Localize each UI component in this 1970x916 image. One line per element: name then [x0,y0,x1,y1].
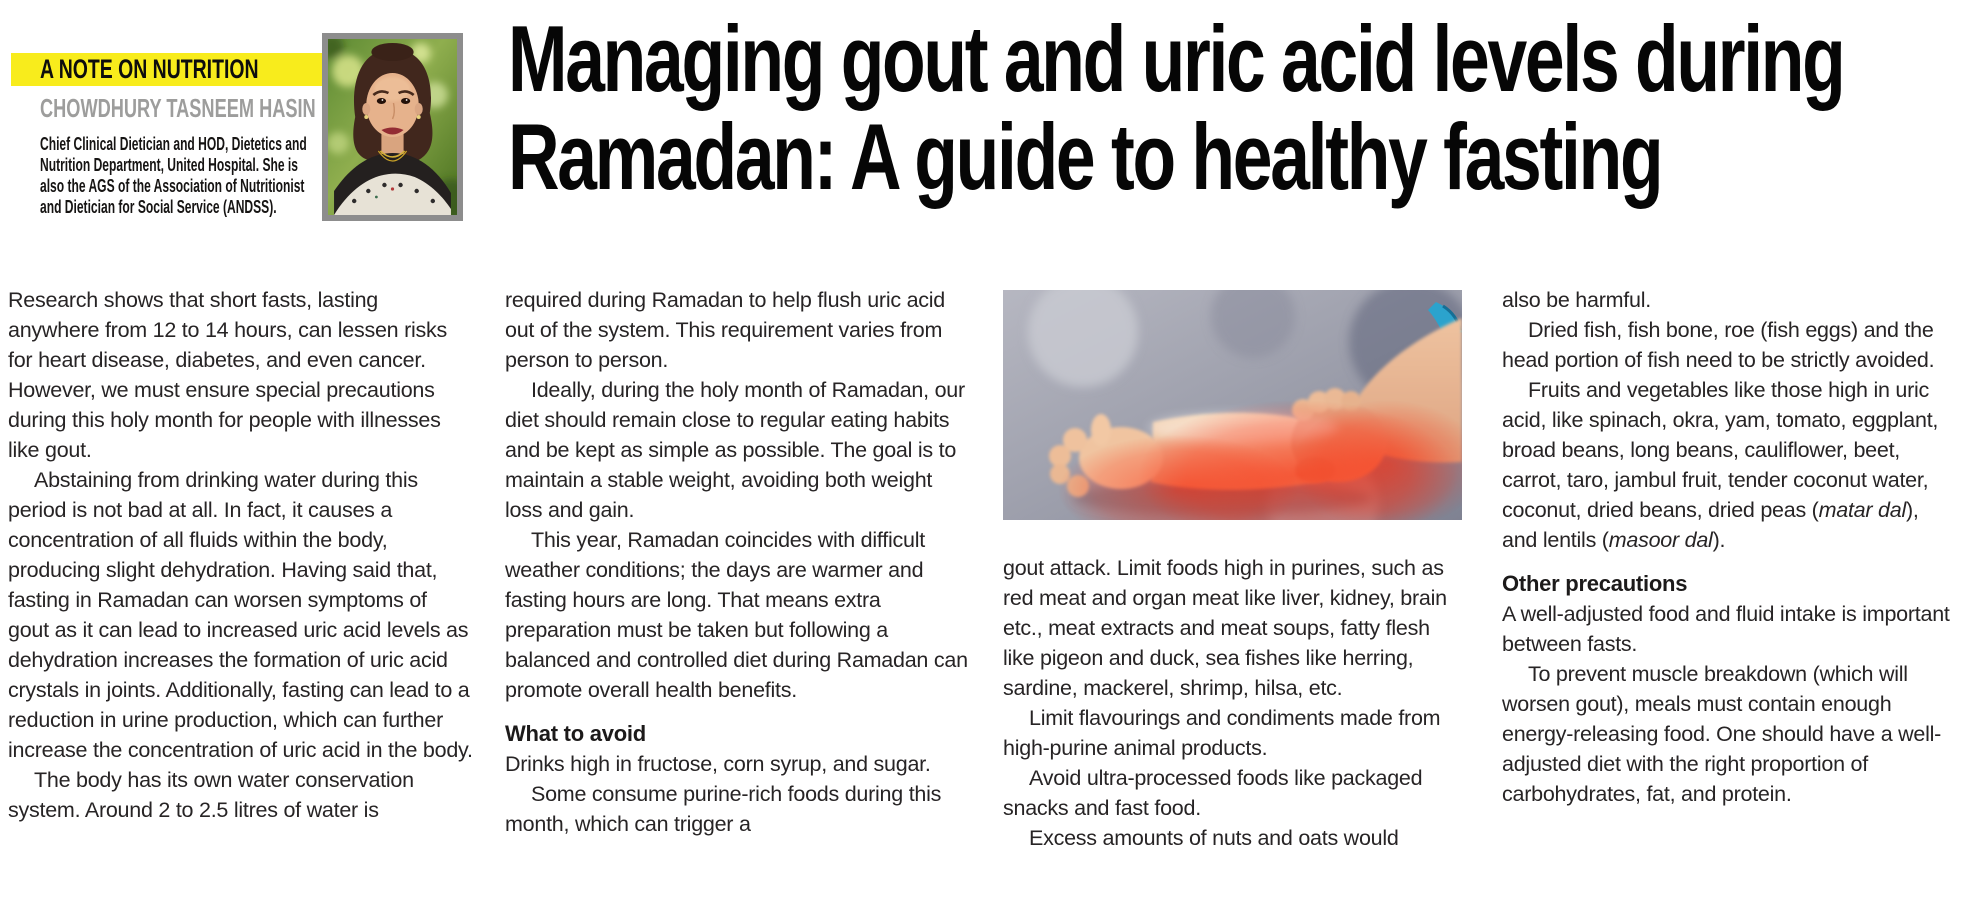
paragraph: The body has its own water conservation system. Around 2 to 2.5 litres of water is [8,768,414,822]
italic-term: masoor dal [1608,528,1713,552]
italic-term: matar dal [1818,498,1906,522]
paragraph: Excess amounts of nuts and oats would [1029,826,1399,850]
text-segment: Fruits and vegetables like those high in uric acid, like spinach, okra, yam, tomato, eggplant, broad beans, long beans, cauliflower, beet, carrot, taro, jambul fruit, tender coconut water, coconut, dried beans, dried peas ( [1502,378,1939,522]
paragraph: This year, Ramadan coincides with difficult weather conditions; the days are warmer and fasting hours are long. That means extra preparation must be taken but following a balanced and controlled diet during Ramadan can promote overall health benefits. [505,528,968,702]
author-portrait-photo [322,33,463,221]
paragraph: Avoid ultra-processed foods like packaged snacks and fast food. [1003,766,1423,820]
paragraph: Dried fish, fish bone, roe (fish eggs) and the head portion of fish need to be strictly avoided. [1502,318,1935,372]
paragraph: Abstaining from drinking water during this period is not bad at all. In fact, it causes a concentration of all fluids within the body, producing slight dehydration. Having said that, fasting in Ramadan can worsen symptoms of gout as it can lead to increased uric acid levels as dehydration increases the formation of uric acid crystals in joints. Additionally, fasting can lead to a reduction in urine production, which can further increase the concentration of uric acid in the body. [8,468,473,762]
text-segment: ), and lentils ( [1502,498,1919,552]
section-kicker: A NOTE ON NUTRITION [40,54,259,84]
paragraph: To prevent muscle breakdown (which will worsen gout), meals must contain enough energy-releasing food. One should have a well-adjusted diet with the right proportion of carbohydrates, fat, and protein. [1502,662,1942,806]
paragraph: Some consume purine-rich foods during this month, which can trigger a [505,782,942,836]
subhead-other-precautions: Other precautions [1502,571,1688,596]
paragraph [1502,375,1952,555]
paragraph: gout attack. Limit foods high in purines, such as red meat and organ meat like liver, kidney, brain etc., meat extracts and meat soups, fatty flesh like pigeon and duck, sea fishes like herring, sardine, mackerel, shrimp, hilsa, etc. [1003,556,1447,700]
headline [508,6,1970,209]
wrist-pain-illustration [1003,290,1462,520]
kicker-bar [11,53,322,86]
column-2 [505,285,970,839]
headline-line-1: Managing gout and uric acid levels during [508,6,1844,111]
paragraph: A well-adjusted food and fluid intake is important between fasts. [1502,602,1950,656]
wrist-pain-photo [1003,290,1462,520]
author-name: CHOWDHURY TASNEEM HASIN [40,93,316,123]
author-box [11,53,322,218]
author-bio: Chief Clinical Dietician and HOD, Dietetics and Nutrition Department, United Hospital. She is also the AGS of the Association of Nutritionist and Dietician for Social Service (ANDSS). [40,134,307,217]
paragraph: required during Ramadan to help flush uric acid out of the system. This requirement varies from person to person. [505,288,946,372]
paragraph: Research shows that short fasts, lasting anywhere from 12 to 14 hours, can lessen risks for heart disease, diabetes, and even cancer. However, we must ensure special precautions during this holy month for people with illnesses like gout. [8,288,448,462]
paragraph: Limit flavourings and condiments made from high-purine animal products. [1003,706,1441,760]
author-portrait-illustration [328,39,457,215]
subhead-what-to-avoid: What to avoid [505,721,646,746]
paragraph: also be harmful. [1502,288,1651,312]
column-3 [1003,285,1462,853]
paragraph: Ideally, during the holy month of Ramadan, our diet should remain close to regular eating habits and be kept as simple as possible. The goal is to maintain a stable weight, avoiding both weight loss and gain. [505,378,965,522]
column-1 [8,285,473,825]
headline-line-2: Ramadan: A guide to healthy fasting [508,104,1662,209]
column-4 [1502,285,1952,809]
text-segment: ). [1712,528,1726,552]
paragraph: Drinks high in fructose, corn syrup, and sugar. [505,752,931,776]
